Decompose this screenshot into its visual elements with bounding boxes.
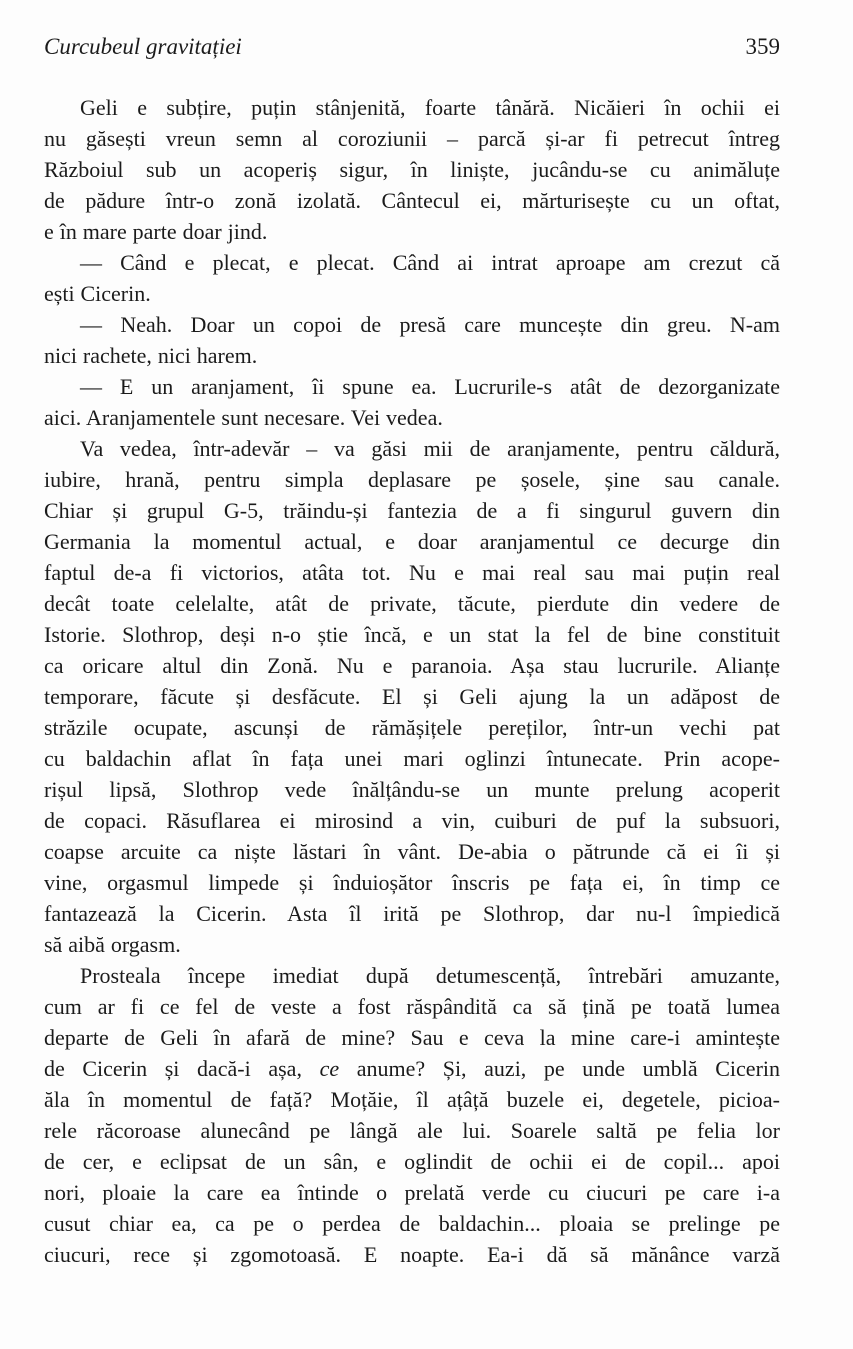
paragraph: [44, 309, 780, 371]
text-line: să aibă orgasm.: [44, 932, 181, 957]
paragraph: [44, 960, 780, 1270]
text-line: — Când e plecat, e plecat. Când ai intrat aproape am crezut că: [80, 250, 780, 275]
running-title: Curcubeul gravitației: [44, 34, 242, 59]
text-line: de pădure într-o zonă izolată. Cântecul ei, mărturisește cu un oftat,: [44, 188, 780, 213]
paragraph: [44, 433, 780, 960]
page-body: [44, 92, 780, 1270]
text-line: temporare, făcute și desfăcute. El și Geli ajung la un adăpost de: [44, 684, 780, 709]
text-line: Germania la momentul actual, e doar aranjamentul ce decurge din: [44, 529, 780, 554]
text-line: de cer, e eclipsat de un sân, e oglindit de ochii ei de copil... apoi: [44, 1149, 780, 1174]
text-line: cum ar fi ce fel de veste a fost răspândită ca să țină pe toată lumea: [44, 994, 780, 1019]
text-line: departe de Geli în afară de mine? Sau e ceva la mine care-i amintește: [44, 1025, 780, 1050]
text-line: Chiar și grupul G-5, trăindu-și fantezia de a fi singurul guvern din: [44, 498, 780, 523]
text-line: iubire, hrană, pentru simpla deplasare pe șosele, șine sau canale.: [44, 467, 780, 492]
text-line: ciucuri, rece și zgomotoasă. E noapte. Ea-i dă să mănânce varză: [44, 1242, 780, 1267]
text-line: ca oricare altul din Zonă. Nu e paranoia. Așa stau lucrurile. Alianțe: [44, 653, 780, 678]
text-line: rele răcoroase alunecând pe lângă ale lui. Soarele saltă pe felia lor: [44, 1118, 780, 1143]
text-line: aici. Aranjamentele sunt necesare. Vei vedea.: [44, 405, 443, 430]
text-line: e în mare parte doar jind.: [44, 219, 268, 244]
text-line: rișul lipsă, Slothrop vede înălțându-se un munte prelung acoperit: [44, 777, 780, 802]
paragraph: [44, 247, 780, 309]
text-line: de copaci. Răsuflarea ei mirosind a vin, cuiburi de puf la subsuori,: [44, 808, 780, 833]
text-line: Istorie. Slothrop, deși n-o știe încă, e un stat la fel de bine constituit: [44, 622, 780, 647]
text-line: vine, orgasmul limpede și înduioșător înscris pe fața ei, în timp ce: [44, 870, 780, 895]
text-line: de Cicerin și dacă-i așa, ce anume? Și, auzi, pe unde umblă Cicerin: [44, 1056, 780, 1081]
text-line: ești Cicerin.: [44, 281, 151, 306]
paragraph: [44, 371, 780, 433]
text-line: decât toate celelalte, atât de private, tăcute, pierdute din vedere de: [44, 591, 780, 616]
page-number: 359: [745, 34, 780, 59]
text-line: — E un aranjament, îi spune ea. Lucrurile-s atât de dezorganizate: [80, 374, 780, 399]
text-line: Geli e subțire, puțin stânjenită, foarte tânără. Nicăieri în ochii ei: [80, 95, 780, 120]
page-header: [44, 34, 780, 60]
paragraph: [44, 92, 780, 247]
text-line: coapse arcuite ca niște lăstari în vânt. De-abia o pătrunde că ei îi și: [44, 839, 780, 864]
text-line: străzile ocupate, ascunși de rămășițele pereților, într-un vechi pat: [44, 715, 780, 740]
text-line: fantazează la Cicerin. Asta îl irită pe Slothrop, dar nu-l împiedică: [44, 901, 780, 926]
text-line: Va vedea, într-adevăr – va găsi mii de aranjamente, pentru căldură,: [80, 436, 780, 461]
text-line: cu baldachin aflat în fața unei mari oglinzi întunecate. Prin acope-: [44, 746, 780, 771]
text-line: Prosteala începe imediat după detumescență, întrebări amuzante,: [80, 963, 780, 988]
text-line: nu găsești vreun semn al coroziunii – parcă și-ar fi petrecut întreg: [44, 126, 780, 151]
text-line: nori, ploaie la care ea întinde o prelată verde cu ciucuri pe care i-a: [44, 1180, 780, 1205]
text-line: cusut chiar ea, ca pe o perdea de baldachin... ploaia se prelinge pe: [44, 1211, 780, 1236]
text-line: Războiul sub un acoperiș sigur, în liniște, jucându-se cu animăluțe: [44, 157, 780, 182]
text-line: — Neah. Doar un copoi de presă care muncește din greu. N-am: [80, 312, 780, 337]
text-line: nici rachete, nici harem.: [44, 343, 258, 368]
text-line: faptul de-a fi victorios, atâta tot. Nu e mai real sau mai puțin real: [44, 560, 780, 585]
text-line: ăla în momentul de față? Moțăie, îl ațâță buzele ei, degetele, picioa-: [44, 1087, 780, 1112]
